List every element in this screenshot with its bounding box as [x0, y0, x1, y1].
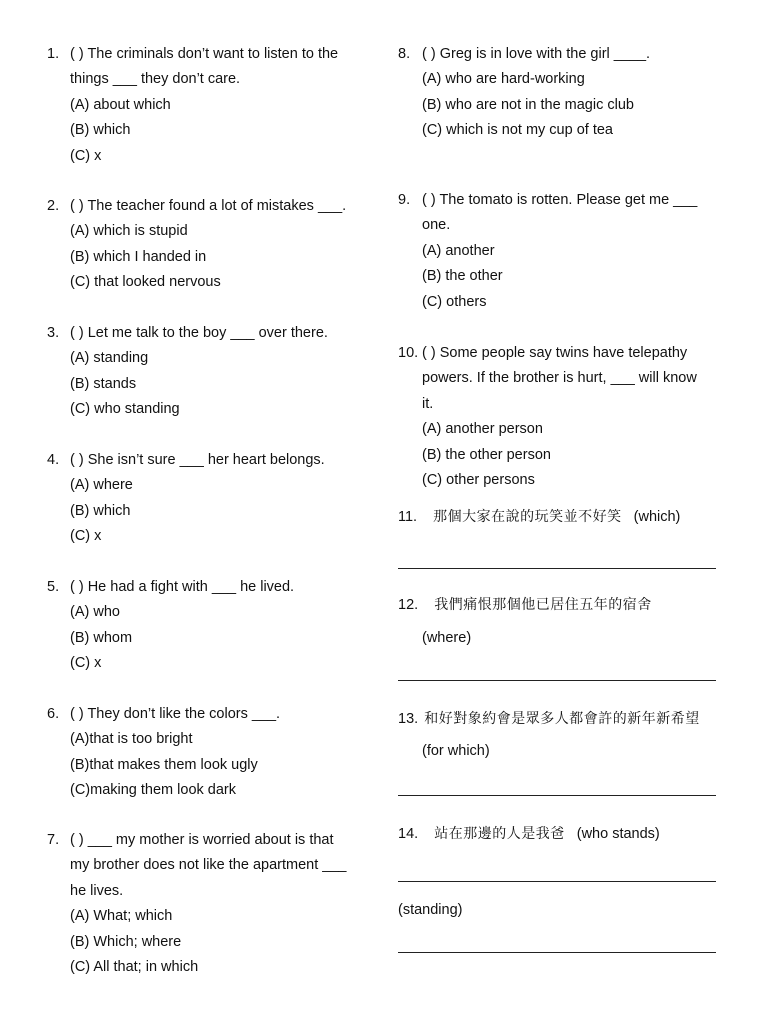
- question-7: [47, 828, 377, 980]
- answer-line[interactable]: [398, 881, 716, 882]
- translation-13: [398, 707, 738, 732]
- question-text: he lives.: [70, 882, 124, 899]
- question-text: one.: [422, 217, 451, 234]
- answer-line[interactable]: [398, 680, 716, 681]
- option: (B) which I handed in: [70, 248, 207, 265]
- option: (B) which: [70, 122, 131, 139]
- question-text: ( ) The tomato is rotten. Please get me ___: [422, 192, 698, 208]
- option: (B) Which; where: [70, 933, 182, 950]
- question-8: [398, 42, 738, 144]
- question-text: ( ) Some people say twins have telepathy: [422, 345, 688, 361]
- question-text: ( ) The teacher found a lot of mistakes ___.: [70, 198, 347, 214]
- option: (B) the other person: [422, 446, 551, 463]
- option: (B) who are not in the magic club: [422, 96, 634, 113]
- option: (A) standing: [70, 350, 149, 367]
- keyword-hint: (where): [422, 630, 472, 646]
- question-5: [47, 575, 377, 677]
- question-text: ( ) They don’t like the colors ___.: [70, 706, 281, 722]
- option: (B) the other: [422, 268, 503, 285]
- option: (A) where: [70, 477, 133, 494]
- answer-line[interactable]: [398, 568, 716, 569]
- chinese-sentence: 站在那邊的人是我爸: [434, 826, 565, 842]
- option: (C)making them look dark: [70, 782, 236, 799]
- translation-14: [398, 822, 738, 847]
- question-text: ( ) He had a fight with ___ he lived.: [70, 579, 295, 595]
- keyword-hint: (which): [633, 509, 681, 525]
- question-number: 6.: [47, 706, 60, 722]
- option: (C) x: [70, 528, 102, 545]
- option: (C) who standing: [70, 401, 180, 418]
- keyword-hint: (who stands): [576, 826, 660, 842]
- question-1: [47, 42, 377, 169]
- option: (B) whom: [70, 629, 133, 646]
- question-text: ( ) ___ my mother is worried about is that: [70, 832, 334, 848]
- question-text: ( ) The criminals don’t want to listen to the: [70, 46, 339, 62]
- translation-11: [398, 505, 738, 530]
- question-text: my brother does not like the apartment ___: [70, 857, 347, 874]
- question-3: [47, 321, 377, 423]
- option: (A) another person: [422, 421, 543, 438]
- question-10: [398, 341, 738, 493]
- chinese-sentence: 那個大家在說的玩笑並不好笑: [433, 509, 622, 525]
- question-9: [398, 188, 738, 315]
- answer-line[interactable]: [398, 795, 716, 796]
- option: (B) stands: [70, 375, 137, 392]
- option: (C) others: [422, 293, 487, 310]
- question-text: powers. If the brother is hurt, ___ will know: [422, 370, 697, 387]
- question-2: [47, 194, 377, 296]
- question-number: 10.: [398, 345, 419, 361]
- question-number: 8.: [398, 46, 411, 62]
- keyword-hint: (for which): [422, 743, 490, 759]
- option: (C) that looked nervous: [70, 274, 221, 291]
- question-number: 9.: [398, 192, 411, 208]
- option: (C) other persons: [422, 472, 535, 489]
- option: (A) who are hard-working: [422, 71, 585, 88]
- option: (C) x: [70, 655, 102, 672]
- option: (A) another: [422, 242, 495, 259]
- question-number: 1.: [47, 46, 60, 62]
- question-number: 14.: [398, 826, 419, 842]
- question-number: 4.: [47, 452, 60, 468]
- answer-line[interactable]: [398, 952, 716, 953]
- question-text: things ___ they don’t care.: [70, 71, 241, 88]
- question-text: ( ) Greg is in love with the girl ____.: [422, 46, 651, 62]
- question-number: 2.: [47, 198, 60, 214]
- option: (A) What; which: [70, 908, 173, 925]
- chinese-sentence: 我們痛恨那個他已居住五年的宿舍: [434, 597, 652, 613]
- question-number: 3.: [47, 325, 60, 341]
- option: (C) which is not my cup of tea: [422, 122, 613, 139]
- option: (C) x: [70, 147, 102, 164]
- question-text: ( ) She isn’t sure ___ her heart belongs.: [70, 452, 325, 468]
- question-number: 11.: [398, 509, 418, 525]
- option: (A) who: [70, 604, 120, 621]
- keyword-hint: (standing): [398, 902, 463, 918]
- translation-12: [398, 593, 738, 618]
- question-number: 7.: [47, 832, 60, 848]
- option: (B)that makes them look ugly: [70, 756, 258, 773]
- question-4: [47, 448, 377, 550]
- question-number: 5.: [47, 579, 60, 595]
- option: (A) which is stupid: [70, 223, 188, 240]
- question-text: ( ) Let me talk to the boy ___ over there.: [70, 325, 328, 341]
- option: (B) which: [70, 502, 131, 519]
- option: (A) about which: [70, 96, 171, 113]
- chinese-sentence: 和好對象約會是眾多人都會許的新年新希望: [424, 711, 700, 727]
- question-6: [47, 702, 377, 804]
- option: (C) All that; in which: [70, 959, 199, 976]
- question-text: it.: [422, 395, 434, 412]
- option: (A)that is too bright: [70, 731, 193, 748]
- question-number: 13.: [398, 711, 419, 727]
- question-number: 12.: [398, 597, 419, 613]
